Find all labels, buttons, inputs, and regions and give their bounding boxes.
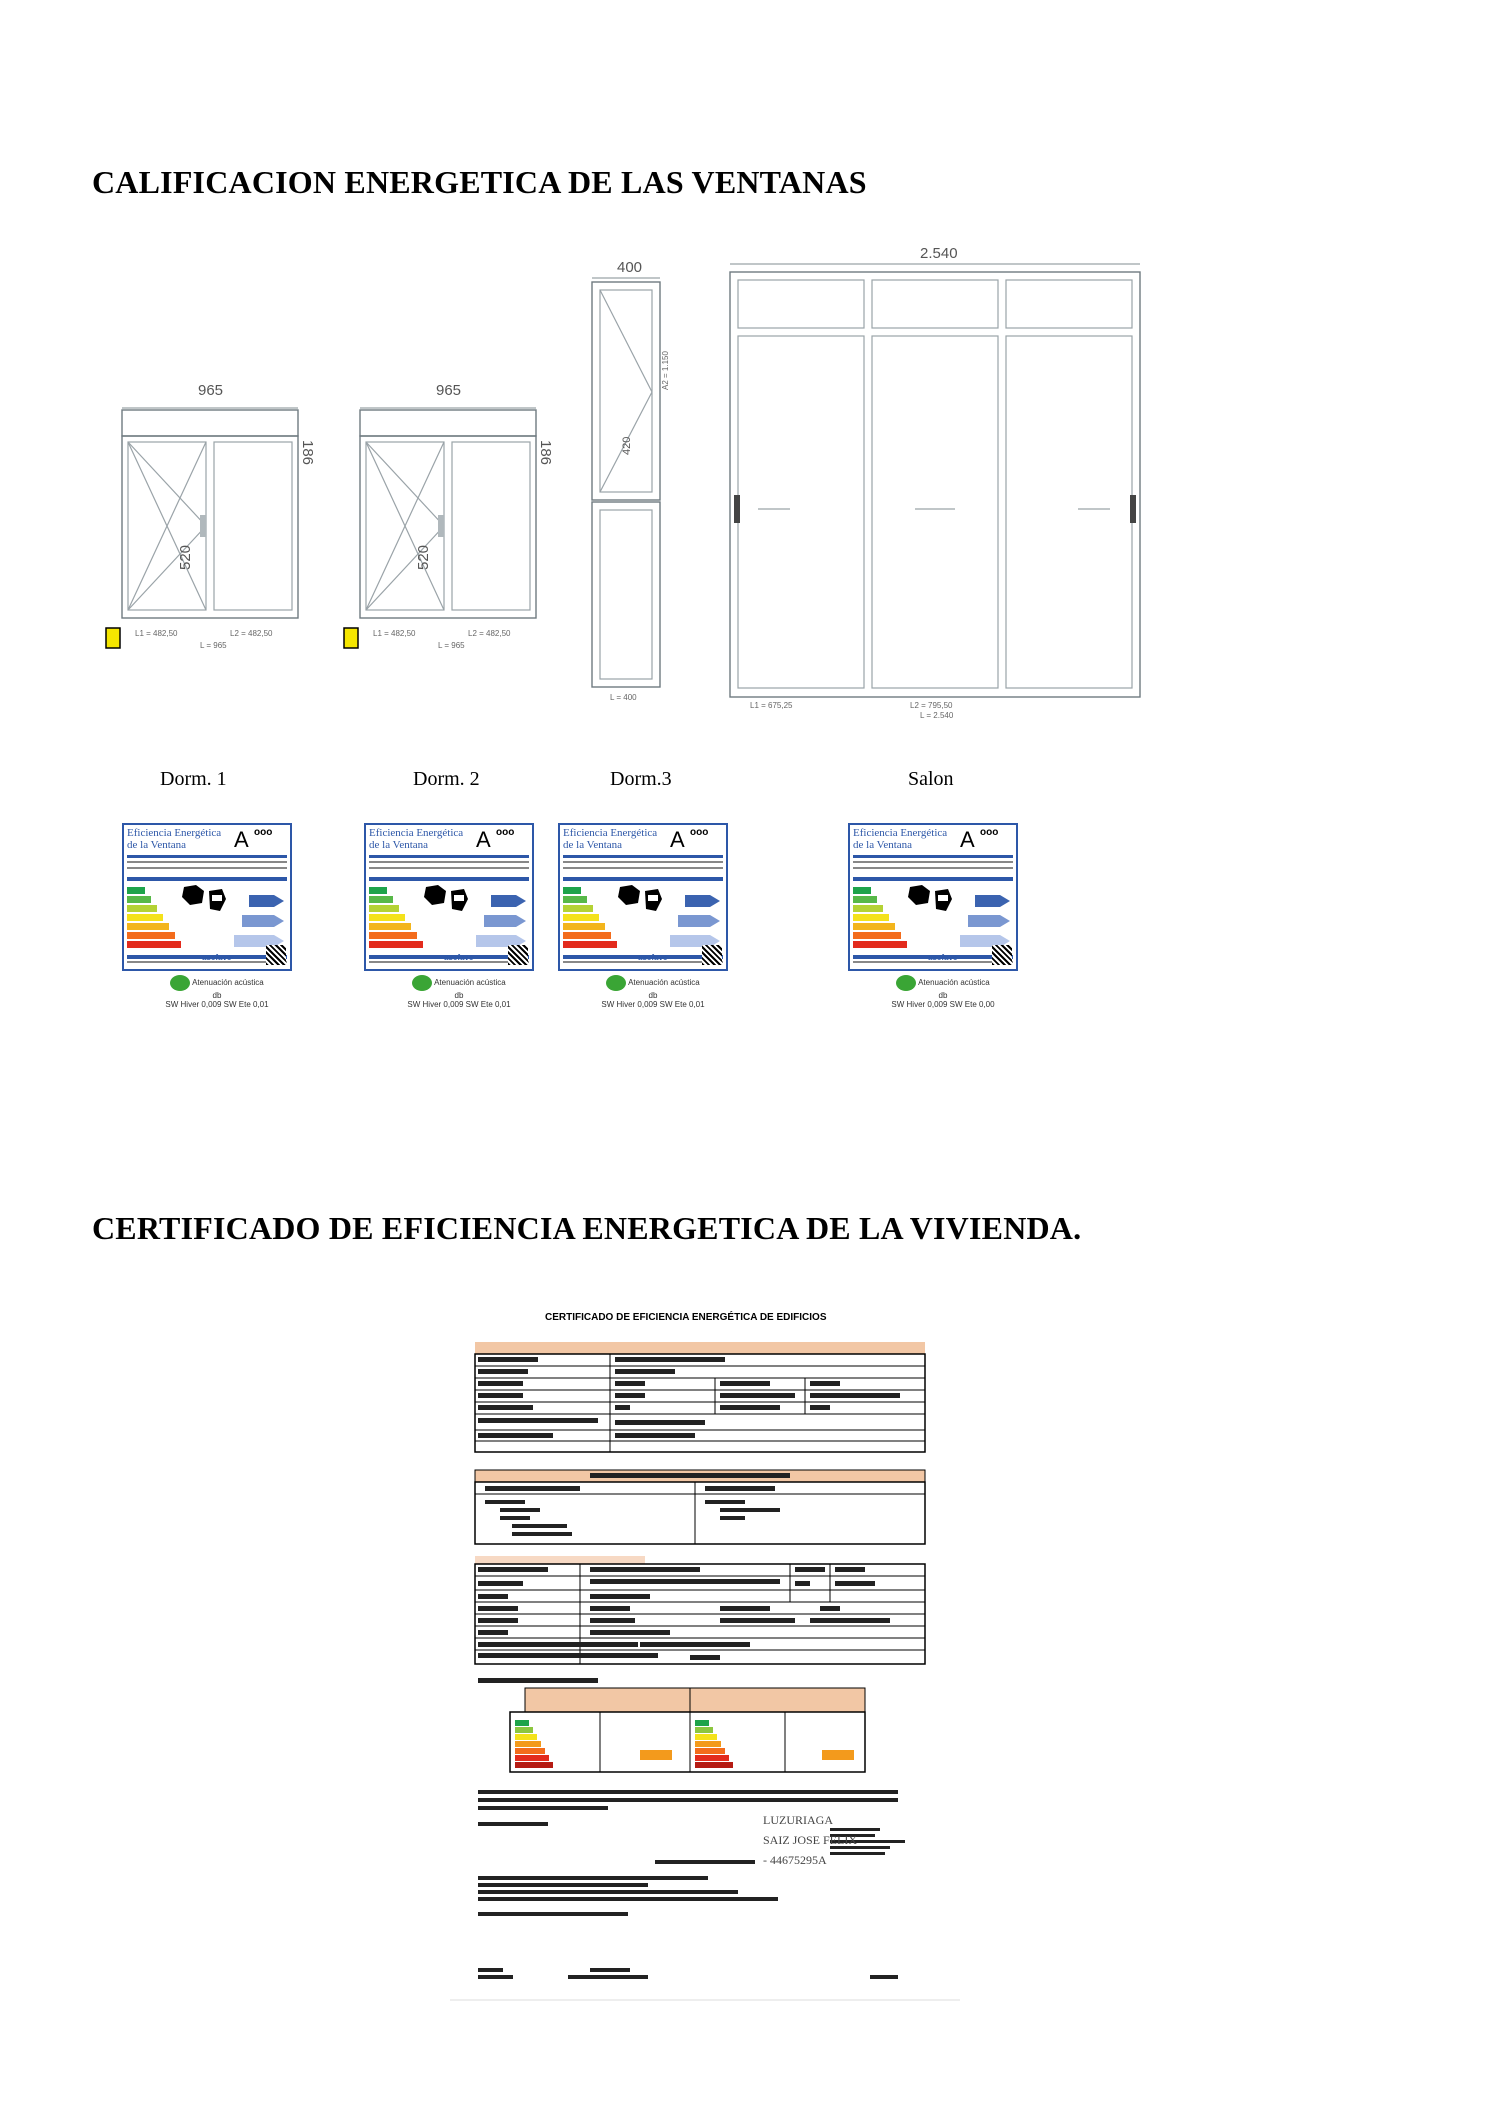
acoustic-icon	[606, 975, 626, 991]
window-l-text: L = 965	[200, 641, 227, 650]
window-l-text: L = 965	[438, 641, 465, 650]
rating-icons: ooo	[980, 827, 999, 838]
window-leaf-text: 420	[621, 436, 633, 455]
label-acoustic-info: Atenuación acústica db SW Hiver 0,009 SW Ete 0,01	[142, 975, 292, 1009]
energy-label-2	[364, 823, 534, 971]
label-title: Eficiencia Energética de la Ventana	[127, 827, 222, 851]
window-leaf-text: 520	[177, 544, 194, 570]
window-h-text: 186	[537, 440, 554, 466]
caption-dorm3: Dorm.3	[610, 768, 672, 790]
label-grade: A	[234, 827, 249, 852]
energy-certificate	[450, 1300, 970, 2010]
rating-bars-right	[695, 1712, 854, 1772]
label-brand: asefave	[638, 953, 668, 962]
window-drawing-dorm2	[360, 382, 554, 650]
qr-code-icon	[266, 945, 286, 965]
label-grade: A	[960, 827, 975, 852]
qr-code-icon	[508, 945, 528, 965]
window-l-text: L = 2.540	[920, 711, 954, 720]
yellow-marker-2	[344, 628, 358, 648]
window-l2-text: L2 = 795,50	[910, 701, 953, 710]
label-brand: asefave	[928, 953, 958, 962]
label-title: Eficiencia Energética de la Ventana	[853, 827, 948, 851]
acoustic-icon	[896, 975, 916, 991]
window-l1-text: L1 = 675,25	[750, 701, 793, 710]
rating-icons: ooo	[496, 827, 515, 838]
section-title-windows: CALIFICACION ENERGETICA DE LAS VENTANAS	[92, 164, 867, 200]
qr-code-icon	[992, 945, 1012, 965]
caption-salon: Salon	[908, 768, 954, 790]
qr-code-icon	[702, 945, 722, 965]
rating-icons: ooo	[254, 827, 273, 838]
window-l2-text: L2 = 482,50	[468, 629, 511, 638]
label-brand: asefave	[444, 953, 474, 962]
label-acoustic-info: Atenuación acústica db SW Hiver 0,009 SW Ete 0,01	[384, 975, 534, 1009]
window-w-text: 2.540	[920, 245, 958, 262]
window-drawing-salon	[730, 245, 1140, 720]
window-drawing-dorm3	[592, 259, 670, 702]
window-w-text: 400	[617, 259, 643, 276]
window-w-text: 965	[436, 382, 462, 399]
window-drawings	[90, 230, 1190, 720]
window-l1-text: L1 = 482,50	[373, 629, 416, 638]
window-w-text: 965	[198, 382, 224, 399]
rating-bars-left	[515, 1712, 672, 1772]
label-brand: asefave	[202, 953, 232, 962]
caption-dorm1: Dorm. 1	[160, 768, 227, 790]
energy-label-4	[848, 823, 1018, 971]
label-acoustic-info: Atenuación acústica db SW Hiver 0,009 SW Ete 0,00	[868, 975, 1018, 1009]
section-title-certificate: CERTIFICADO DE EFICIENCIA ENERGETICA DE LA VIVIENDA.	[92, 1210, 1082, 1246]
label-acoustic-info: Atenuación acústica db SW Hiver 0,009 SW Ete 0,01	[578, 975, 728, 1009]
window-h-text: A2 = 1.150	[661, 351, 670, 390]
energy-label-1	[122, 823, 292, 971]
yellow-marker-1	[106, 628, 120, 648]
window-l2-text: L2 = 482,50	[230, 629, 273, 638]
window-l1-text: L = 400	[610, 693, 637, 702]
window-leaf-text: 520	[415, 544, 432, 570]
certificate-body	[450, 1300, 970, 2010]
certificate-title: CERTIFICADO DE EFICIENCIA ENERGÉTICA DE EDIFICIOS	[545, 1312, 827, 1323]
window-l1-text: L1 = 482,50	[135, 629, 178, 638]
window-drawing-dorm1	[122, 382, 316, 650]
label-title: Eficiencia Energética de la Ventana	[369, 827, 464, 851]
acoustic-icon	[170, 975, 190, 991]
caption-dorm2: Dorm. 2	[413, 768, 480, 790]
label-grade: A	[476, 827, 491, 852]
label-grade: A	[670, 827, 685, 852]
certificate-signature: LUZURIAGA SAIZ JOSE FELIX - 44675295A	[763, 1813, 858, 1867]
acoustic-icon	[412, 975, 432, 991]
rating-icons: ooo	[690, 827, 709, 838]
energy-label-3	[558, 823, 728, 971]
label-title: Eficiencia Energética de la Ventana	[563, 827, 658, 851]
window-h-text: 186	[299, 440, 316, 466]
